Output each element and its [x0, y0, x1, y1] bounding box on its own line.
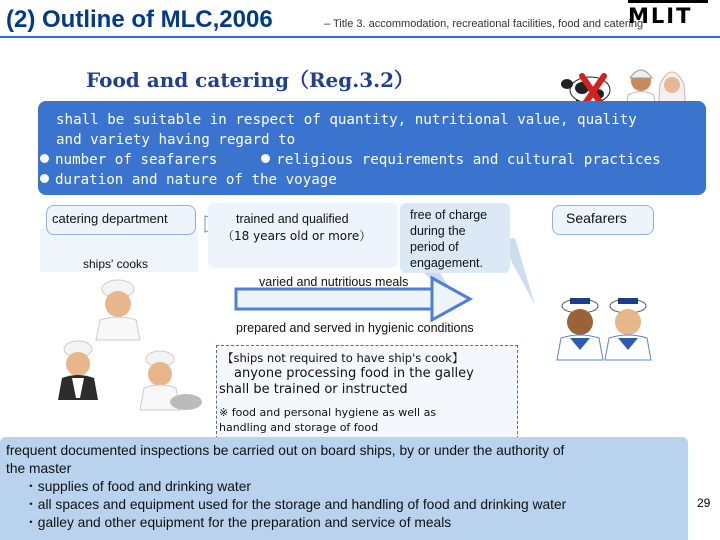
- hygiene-line-2: handling and storage of food: [219, 421, 379, 434]
- bullet-icon: [261, 154, 270, 163]
- free-line-1: free of charge: [410, 208, 488, 222]
- inspections-line-1: frequent documented inspections be carried out on board ships, by or under the authority of: [6, 443, 565, 458]
- age-label: （18 years old or more）: [222, 229, 372, 243]
- inspections-list: [6, 478, 566, 532]
- free-line-2: during the: [410, 224, 466, 238]
- free-of-charge-text: [410, 207, 487, 271]
- cook-icon-2: [58, 341, 98, 400]
- hygiene-line-1: ※ food and personal hygiene as well as: [219, 406, 437, 419]
- bullet-icon: [40, 154, 49, 163]
- cook-icon: [96, 280, 140, 340]
- sailor-icon: [557, 298, 603, 360]
- inspection-item-spaces: ・all spaces and equipment used for the storage and handling of food and drinking water: [24, 497, 567, 512]
- prepared-label: prepared and served in hygienic conditions: [236, 321, 474, 335]
- no-cook-heading: 【ships not required to have ship's cook】: [222, 351, 464, 365]
- section-title: Food and catering（Reg.3.2）: [86, 68, 415, 92]
- trained-label: trained and qualified: [236, 212, 349, 226]
- seafarers-label: Seafarers: [566, 210, 627, 226]
- bullet-duration-voyage: duration and nature of the voyage: [55, 172, 337, 188]
- free-line-4: engagement.: [410, 256, 483, 270]
- ships-cooks-label: ships' cooks: [83, 257, 148, 271]
- inspection-item-galley: ・galley and other equipment for the preparation and service of meals: [24, 515, 452, 530]
- requirements-line-2: and variety having regard to: [56, 132, 296, 148]
- requirements-text: [56, 110, 661, 190]
- free-line-3: period of: [410, 240, 459, 254]
- page-number: 29: [697, 496, 711, 510]
- anyone-processing-line-1: anyone processing food in the galley: [234, 366, 474, 381]
- inspections-line-2: the master: [6, 461, 72, 476]
- page-title: (2) Outline of MLC,2006: [6, 6, 273, 33]
- anyone-processing-line-2: shall be trained or instructed: [219, 382, 408, 397]
- cook-icon-3: [140, 351, 202, 410]
- inspections-text: [6, 442, 566, 532]
- bullet-icon: [40, 174, 49, 183]
- page-subtitle: – Title 3. accommodation, recreational facilities, food and catering: [324, 18, 644, 30]
- requirements-line-1: shall be suitable in respect of quantity, nutritional value, quality: [56, 112, 637, 128]
- sailor-icon-2: [605, 298, 651, 360]
- requirements-bullet-row-2: [40, 170, 661, 190]
- catering-department-label: catering department: [52, 211, 168, 226]
- varied-meals-label: varied and nutritious meals: [259, 275, 409, 289]
- mlit-logo: MLIT: [628, 4, 693, 28]
- bullet-religious-requirements: religious requirements and cultural practices: [276, 152, 661, 168]
- bullet-number-of-seafarers: number of seafarers: [55, 152, 218, 168]
- requirements-bullets-row: [40, 150, 661, 170]
- inspection-item-supplies: ・supplies of food and drinking water: [24, 479, 252, 494]
